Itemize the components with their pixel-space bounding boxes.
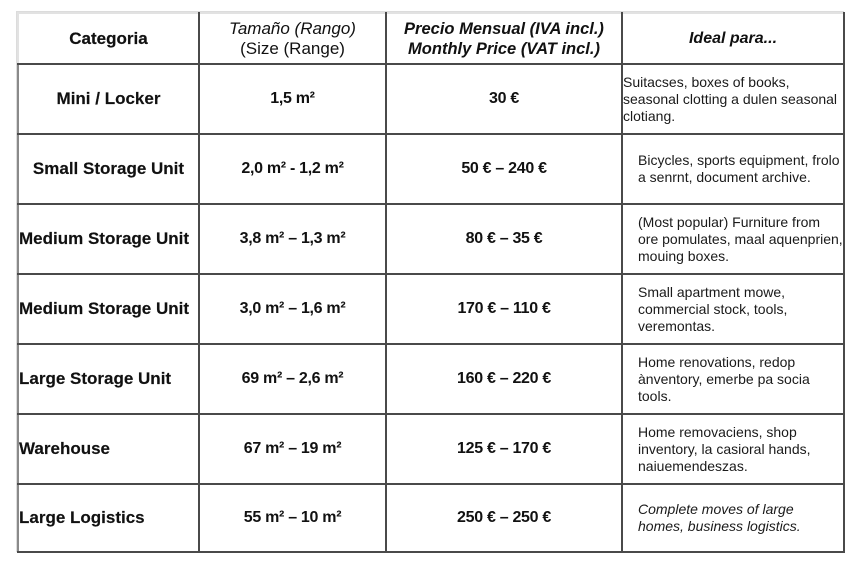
cell-ideal: Bicycles, sports equipment, frolo a senrnt, document archive. — [622, 134, 844, 204]
cell-ideal: Suitacses, boxes of books, seasonal clotting a dulen seasonal clotiang. — [622, 64, 844, 134]
header-size-es: Tamaño (Rango) — [229, 18, 356, 38]
cell-category: Medium Storage Unit — [18, 274, 199, 344]
cell-price: 170 € – 110 € — [386, 274, 622, 344]
cell-category: Large Logistics — [18, 484, 199, 552]
header-price — [386, 13, 622, 64]
cell-price: 160 € – 220 € — [386, 344, 622, 414]
cell-size: 3,0 m² – 1,6 m² — [199, 274, 386, 344]
cell-size: 55 m² – 10 m² — [199, 484, 386, 552]
table-row — [18, 484, 844, 552]
table-row — [18, 64, 844, 134]
storage-pricing-table — [17, 12, 845, 553]
table-row — [18, 134, 844, 204]
table-header-row — [18, 13, 844, 64]
cell-price: 80 € – 35 € — [386, 204, 622, 274]
cell-category: Medium Storage Unit — [18, 204, 199, 274]
table-row — [18, 414, 844, 484]
cell-ideal: Home renovations, redop ànventory, emerbe pa socia tools. — [622, 344, 844, 414]
cell-price: 30 € — [386, 64, 622, 134]
cell-price: 50 € – 240 € — [386, 134, 622, 204]
header-size-en: (Size (Range) — [240, 38, 345, 58]
cell-size: 1,5 m² — [199, 64, 386, 134]
header-category: Categoria — [18, 13, 199, 64]
cell-category: Mini / Locker — [18, 64, 199, 134]
cell-size: 2,0 m² - 1,2 m² — [199, 134, 386, 204]
cell-category: Warehouse — [18, 414, 199, 484]
header-price-es: Precio Mensual (IVA incl.) — [404, 19, 604, 38]
table-row — [18, 344, 844, 414]
header-price-en: Monthly Price (VAT incl.) — [408, 39, 600, 58]
cell-price: 250 € – 250 € — [386, 484, 622, 552]
pricing-table-container — [17, 12, 843, 551]
cell-size: 69 m² – 2,6 m² — [199, 344, 386, 414]
cell-category: Small Storage Unit — [18, 134, 199, 204]
cell-ideal: (Most popular) Furniture from ore pomulates, maal aquenprien, mouing boxes. — [622, 204, 844, 274]
cell-size: 67 m² – 19 m² — [199, 414, 386, 484]
cell-ideal: Small apartment mowe, commercial stock, tools, veremontas. — [622, 274, 844, 344]
cell-ideal: Complete moves of large homes, business logistics. — [622, 484, 844, 552]
cell-price: 125 € – 170 € — [386, 414, 622, 484]
header-ideal: Ideal para... — [622, 13, 844, 64]
table-row — [18, 204, 844, 274]
cell-ideal: Home removaciens, shop inventory, la casioral hands, naiuemendeszas. — [622, 414, 844, 484]
table-row — [18, 274, 844, 344]
header-size — [199, 13, 386, 64]
cell-category: Large Storage Unit — [18, 344, 199, 414]
cell-size: 3,8 m² – 1,3 m² — [199, 204, 386, 274]
